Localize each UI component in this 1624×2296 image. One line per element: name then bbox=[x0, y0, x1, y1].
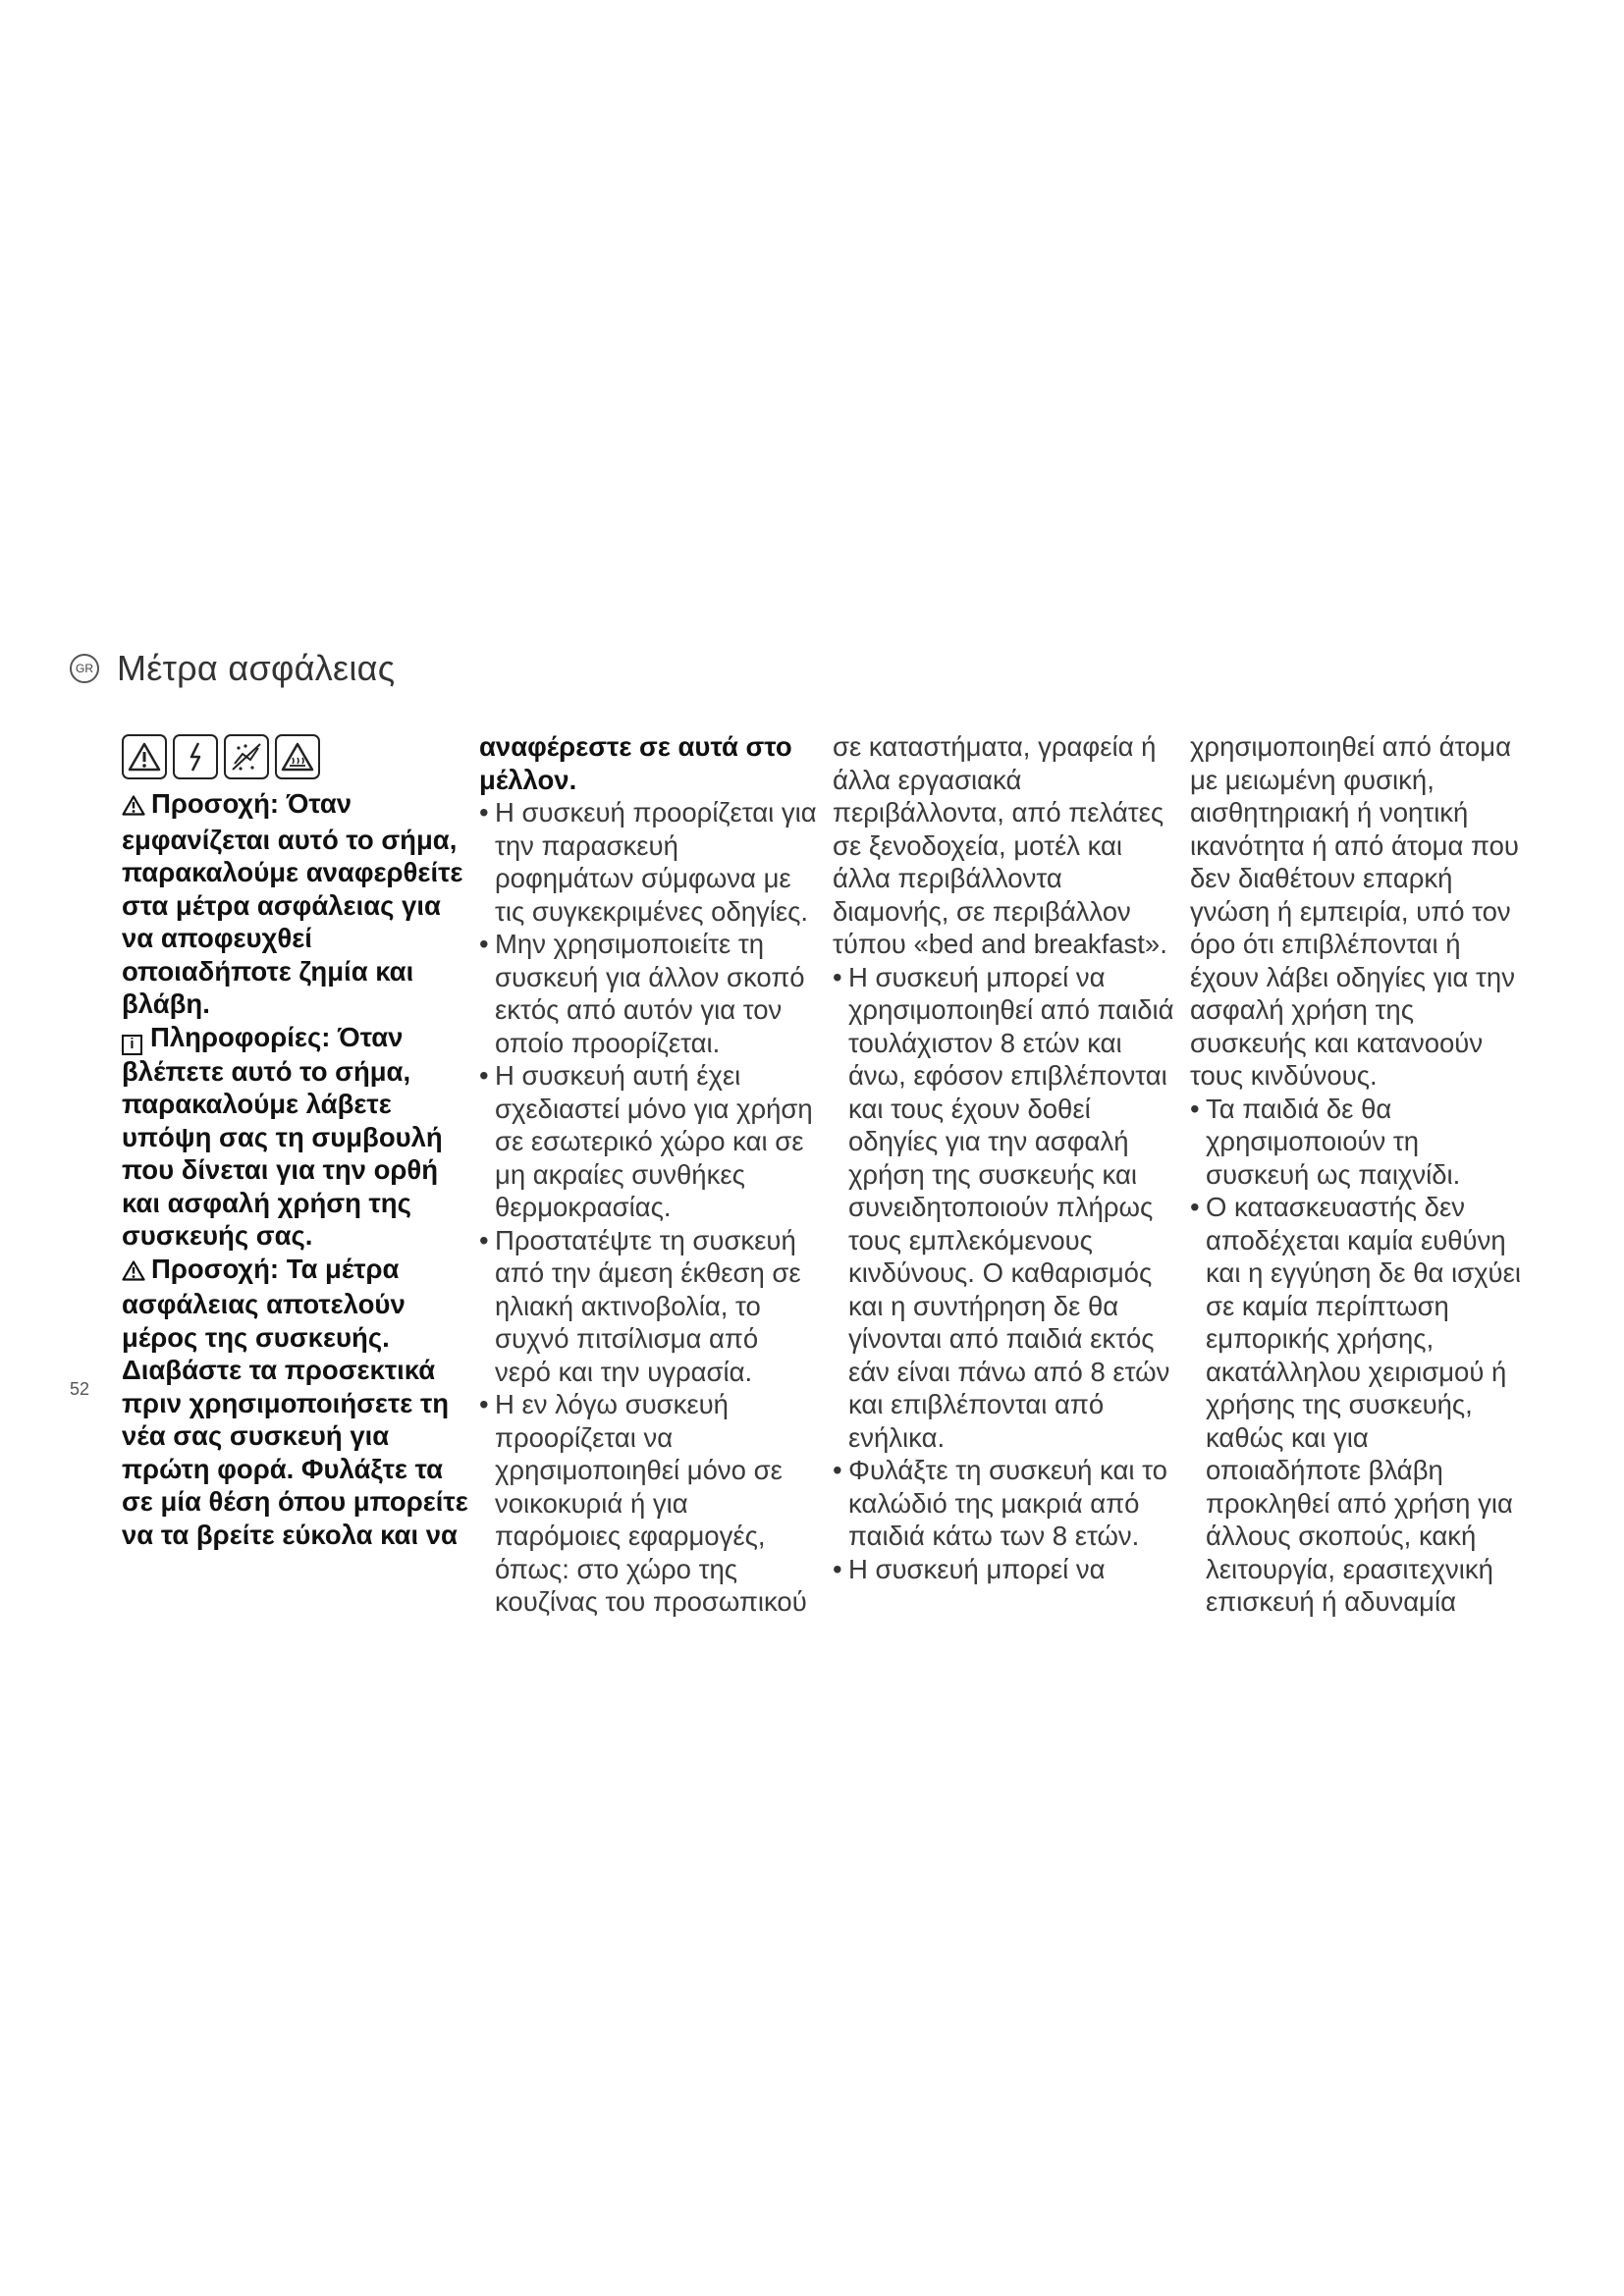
info-notice bbox=[122, 1021, 475, 1253]
list-item: • Φυλάξτε τη συσκευή και το καλώδιό της μακριά από παιδιά κάτω των 8 ετών. bbox=[833, 1454, 1176, 1553]
page-title: Μέτρα ασφάλειας bbox=[117, 648, 396, 688]
safety-symbols-row bbox=[122, 734, 475, 779]
page-number: 52 bbox=[70, 1379, 90, 1399]
list-item: • Η συσκευή μπορεί να χρησιμοποιηθεί από παιδιά τουλάχιστον 8 ετών και άνω, εφόσον επιβλέπονται και τους έχουν δοθεί οδηγίες για την ασφαλή χρήση της συσκευής και συνειδητοποιούν πλήρως τους εμπλεκόμενους κινδύνους. Ο καθαρισμός και η συντήρηση δε θα γίνονται από παιδιά εκτός εάν είναι πάνω από 8 ετών και επιβλέπονται από ενήλικα. bbox=[833, 961, 1176, 1455]
warning-notice bbox=[122, 787, 475, 1021]
list-item: • Η εν λόγω συσκευή προορίζεται να χρησιμοποιηθεί μόνο σε νοικοκυριά ή για παρόμοιες εφαρμογές, όπως: στο χώρο της κουζίνας του προσωπικού bbox=[479, 1388, 818, 1619]
list-item: • Ο κατασκευαστής δεν αποδέχεται καμία ευθύνη και η εγγύηση δε θα ισχύει σε καμία περίπτωση εμπορικής χρήσης, ακατάλληλου χειρισμού ή χρήσης της συσκευής, καθώς και για οποιαδήποτε βλάβη προκληθεί από χρήση για άλλους σκοπούς, κακή λειτουργία, ερασιτεχνική επισκευή ή αδυναμία bbox=[1190, 1191, 1529, 1619]
continued-text: σε καταστήματα, γραφεία ή άλλα εργασιακά περιβάλλοντα, από πελάτες σε ξενοδοχεία, μοτέλ και άλλα περιβάλλοντα διαμονής, σε περιβάλλον τύπου «bed and breakfast». bbox=[833, 731, 1167, 959]
language-badge: GR bbox=[70, 654, 99, 683]
list-item: • Μην χρησιμοποιείτε τη συσκευή για άλλον σκοπό εκτός από αυτόν για τον οποίο προορίζεται. bbox=[479, 928, 818, 1059]
continued-warning-text: αναφέρεστε σε αυτά στο μέλλον. bbox=[479, 731, 792, 795]
warning-text: Προσοχή: Όταν εμφανίζεται αυτό το σήμα, παρακαλούμε αναφερθείτε στα μέτρα ασφάλειας για να αποφευχθεί οποιαδήποτε ζημία και βλάβη. bbox=[122, 788, 463, 1019]
warning-triangle-icon bbox=[122, 1255, 145, 1289]
warning-triangle-icon bbox=[122, 734, 167, 779]
continued-text: χρησιμοποιηθεί από άτομα με μειωμένη φυσική, αισθητηριακή ή νοητική ικανότητα ή από άτομα που δεν διαθέτουν επαρκή γνώση ή εμπειρία, υπό τον όρο ότι επιβλέπονται ή έχουν λάβει οδηγίες για την ασφαλή χρήση της συσκευής και κατανοούν τους κινδύνους. bbox=[1190, 731, 1519, 1091]
water-spray-icon bbox=[224, 734, 269, 779]
info-icon: i bbox=[122, 1035, 142, 1055]
hot-surface-icon bbox=[275, 734, 320, 779]
warning-notice-2 bbox=[122, 1253, 475, 1552]
column-2 bbox=[479, 730, 818, 1619]
info-text: Πληροφορίες: Όταν βλέπετε αυτό το σήμα, παρακαλούμε λάβετε υπόψη σας τη συμβουλή που δίνεται για την ορθή και ασφαλή χρήση της συσκευής σας. bbox=[122, 1021, 443, 1251]
list-item: • Τα παιδιά δε θα χρησιμοποιούν τη συσκευή ως παιχνίδι. bbox=[1190, 1093, 1529, 1192]
list-item: • Η συσκευή μπορεί να bbox=[833, 1553, 1176, 1586]
list-item: • Η συσκευή αυτή έχει σχεδιαστεί μόνο για χρήση σε εσωτερικό χώρο και σε μη ακραίες συνθήκες θερμοκρασίας. bbox=[479, 1059, 818, 1224]
list-item: • Προστατέψτε τη συσκευή από την άμεση έκθεση σε ηλιακή ακτινοβολία, το συχνό πιτσίλισμα από νερό και την υγρασία. bbox=[479, 1224, 818, 1389]
electric-shock-icon bbox=[173, 734, 218, 779]
warning-triangle-icon bbox=[122, 790, 145, 824]
column-1 bbox=[122, 730, 475, 1551]
list-item: • Η συσκευή προορίζεται για την παρασκευή ροφημάτων σύμφωνα με τις συγκεκριμένες οδηγίες. bbox=[479, 796, 818, 928]
column-4 bbox=[1190, 730, 1529, 1619]
warning-text-2: Προσοχή: Τα μέτρα ασφάλειας αποτελούν μέρος της συσκευής. Διαβάστε τα προσεκτικά πριν χρησιμοποιήσετε τη νέα σας συσκευή για πρώτη φορά. Φυλάξτε τα σε μία θέση όπου μπορείτε να τα βρείτε εύκολα και να bbox=[122, 1253, 468, 1550]
page-header bbox=[70, 648, 395, 689]
column-3 bbox=[833, 730, 1176, 1585]
